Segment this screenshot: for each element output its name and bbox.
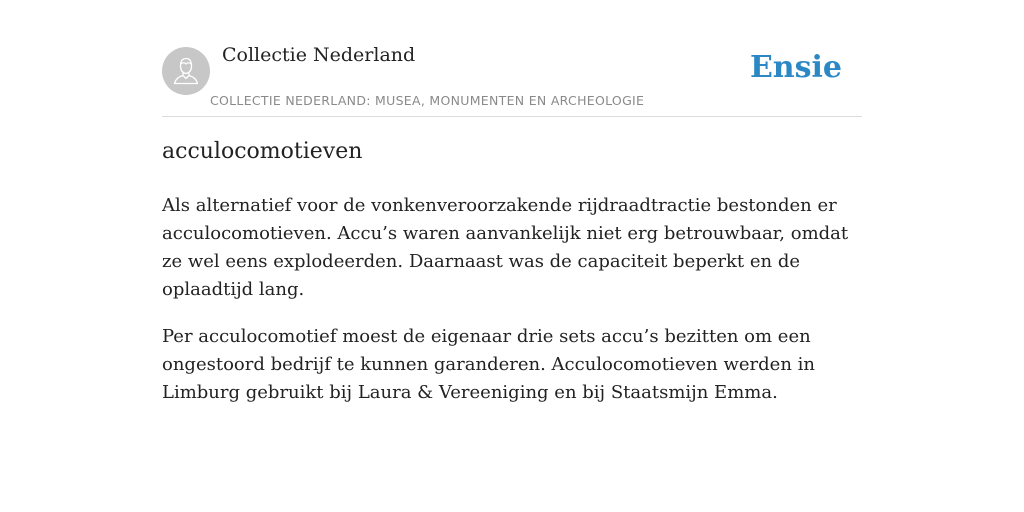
avatar[interactable] bbox=[162, 47, 210, 95]
paragraph: Als alternatief voor de vonkenveroorzakende rijdraadtractie bestonden er acculocomotieven. Accu’s waren aanvankelijk niet erg betrouwbaar, omdat ze wel eens explodeerden. Daarnaast was de capaciteit beperkt en de oplaadtijd lang. bbox=[162, 195, 849, 300]
brand-logo[interactable]: Ensie bbox=[749, 50, 842, 85]
article-body bbox=[162, 192, 862, 426]
article-title: acculocomotieven bbox=[162, 139, 363, 164]
paragraph: Per acculocomotief moest de eigenaar drie sets accu’s bezitten om een ongestoord bedrijf te kunnen garanderen. Acculocomotieven werden in Limburg gebruikt bij Laura & Vereeniging en bij Staatsmijn Emma. bbox=[162, 326, 815, 403]
user-silhouette-icon bbox=[162, 47, 210, 95]
header bbox=[162, 0, 862, 117]
category-label[interactable]: COLLECTIE NEDERLAND: MUSEA, MONUMENTEN EN ARCHEOLOGIE bbox=[210, 93, 645, 108]
author-name[interactable]: Collectie Nederland bbox=[222, 44, 416, 66]
